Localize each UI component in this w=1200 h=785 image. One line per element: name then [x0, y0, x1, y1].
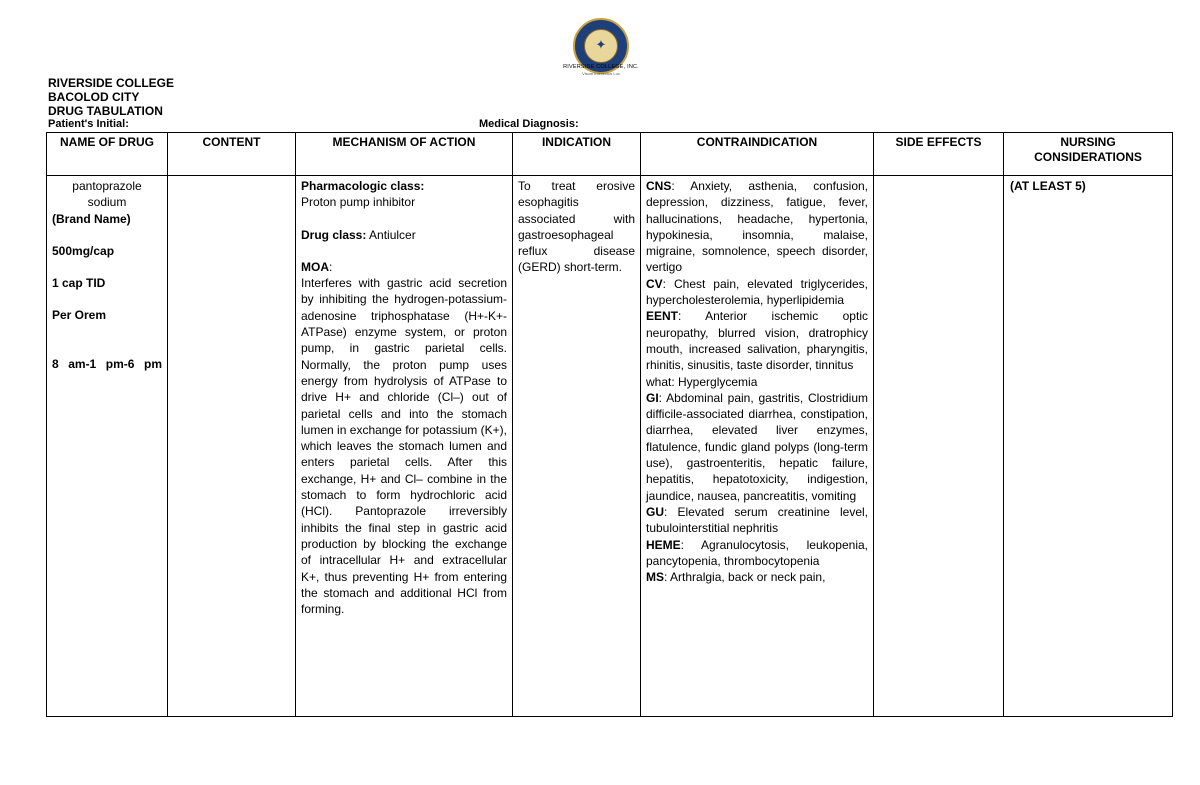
- table-header-row: [47, 133, 1173, 176]
- eent-text: Anterior ischemic optic neuropathy, blurred vision, dratrophicy mouth, increased salivation, pharyngitis, rhinitis, sinusitis, taste disorder, tinnitus: [646, 309, 868, 373]
- header-city: BACOLOD CITY: [48, 90, 140, 104]
- drug-brand-name: (Brand Name): [52, 211, 131, 226]
- heme-text: Agranulocytosis, leukopenia, pancytopenia, thrombocytopenia: [646, 537, 868, 568]
- gi-text: Abdominal pain, gastritis, Clostridium difficile-associated diarrhea, constipation, diarrhea, elevated liver enzymes, flatulence, fundic gland polyps (long-term use), gastroenteritis, hepatic failure, hepatitis, hepatotoxicity, indigestion, jaundice, nausea, pancreatitis, vomiting: [646, 390, 868, 503]
- logo-caption: RIVERSIDE COLLEGE, INC.: [563, 64, 639, 70]
- cns-label: CNS: [646, 179, 672, 193]
- ms-label: MS: [646, 570, 664, 585]
- drug-dose: 500mg/cap: [52, 243, 115, 258]
- col-content: CONTENT: [168, 133, 296, 176]
- document-header: [48, 76, 174, 118]
- medical-diagnosis-label: Medical Diagnosis:: [479, 118, 579, 130]
- drug-schedule: 8 am-1 pm-6 pm: [52, 356, 162, 371]
- moa-label: MOA: [301, 259, 329, 274]
- moa-text: Interferes with gastric acid secretion by inhibiting the hydrogen-potassium-adenosine triphosphatase (H+-K+-ATPase) enzyme system, or proton pump, in gastric parietal cells. Normally, the proton pump uses energy from hydrolysis of ATPase to drive H+ and chloride (Cl–) out of parietal cells and into the stomach lumen in exchange for potassium (K+), which leaves the stomach lumen and enters parietal cells. After this exchange, H+ and Cl– combine in the stomach to form hydrochloric acid (HCl). Pantoprazole irreversibly inhibits the final step in gastric acid production by blocking the exchange of intracellular H+ and extracellular K+, thus preventing H+ from entering the stomach and additional HCl from forming.: [301, 276, 507, 617]
- gi-label: GI: [646, 390, 659, 405]
- pharmacologic-class-value: Proton pump inhibitor: [301, 195, 416, 210]
- drug-generic-name: pantoprazole sodium: [72, 179, 142, 210]
- table-row: [47, 176, 1173, 717]
- pharmacologic-class-label: Pharmacologic class:: [301, 179, 425, 193]
- gu-text: Elevated serum creatinine level, tubulointerstitial nephritis: [646, 504, 868, 536]
- logo-tagline: Visum Intellectus Lux: [582, 71, 620, 76]
- gu-label: GU: [646, 504, 664, 519]
- patient-initial-label: Patient's Initial:: [48, 118, 129, 130]
- logo-emblem-icon: ✦: [595, 38, 607, 53]
- heme-label: HEME: [646, 537, 681, 552]
- drug-class-value: Antiulcer: [369, 227, 416, 242]
- drug-name-cell[interactable]: [47, 176, 168, 717]
- indication-cell[interactable]: To treat erosive esophagitis associated with gastroesophageal reflux disease (GERD) short-term.: [513, 176, 641, 717]
- drug-route: Per Orem: [52, 308, 107, 323]
- nursing-considerations-cell[interactable]: (AT LEAST 5): [1004, 176, 1173, 717]
- cv-label: CV: [646, 276, 663, 291]
- col-contraindication: CONTRAINDICATION: [641, 133, 874, 176]
- cns-text: Anxiety, asthenia, confusion, depression, dizziness, fatigue, fever, hallucinations, headache, hypertonia, hypokinesia, insomnia, malaise, migraine, somnolence, speech disorder, vertigo: [646, 179, 868, 275]
- drug-frequency: 1 cap TID: [52, 276, 106, 291]
- col-mechanism: MECHANISM OF ACTION: [296, 133, 513, 176]
- header-college: RIVERSIDE COLLEGE: [48, 76, 175, 90]
- endo-text: what: Hyperglycemia: [646, 374, 758, 389]
- col-nursing: NURSING CONSIDERATIONS: [1004, 133, 1173, 176]
- contraindication-cell[interactable]: CNS: Anxiety, asthenia, confusion, depression, dizziness, fatigue, fever, hallucinations, headache, hypertonia, hypokinesia, insomnia, malaise, migraine, somnolence, speech disorder, vertigo CV: Chest pain, elevated triglycerides, hypercholesterolemia, hyperlipidemia EENT: Anterior ischemic optic neuropathy, blurred vision, dratrophicy mouth, increased salivation, pharyngitis, rhinitis, sinusitis, taste disorder, tinnitus what: Hyperglycemia GI: Abdominal pain, gastritis, Clostridium difficile-associated diarrhea, constipation, diarrhea, elevated liver enzymes, flatulence, fundic gland polyps (long-term use), gastroenteritis, hepatic failure, hepatitis, hepatotoxicity, indigestion, jaundice, nausea, pancreatitis, vomiting GU: Elevated serum creatinine level, tubulointerstitial nephritis HEME: Agranulocytosis, leukopenia, pancytopenia, thrombocytopenia MS: Arthralgia, back or neck pain,: [641, 176, 874, 717]
- ms-text: Arthralgia, back or neck pain,: [670, 570, 826, 585]
- eent-label: EENT: [646, 309, 679, 324]
- mechanism-cell[interactable]: Pharmacologic class: Proton pump inhibitor Drug class: Antiulcer MOA: Interferes with gastric acid secretion by inhibiting the hydrogen-potassium-adenosine triphosphatase (H+-K+-ATPase) enzyme system, or proton pump, in gastric parietal cells. Normally, the proton pump uses energy from hydrolysis of ATPase to drive H+ and chloride (Cl–) out of parietal cells and into the stomach lumen in exchange for potassium (K+), which leaves the stomach lumen and enters parietal cells. After this exchange, H+ and Cl– combine in the stomach to form hydrochloric acid (HCl). Pantoprazole irreversibly inhibits the final step in gastric acid production by blocking the exchange of intracellular H+ and extracellular K+, thus preventing H+ from entering the stomach and additional HCl from forming.: [296, 176, 513, 717]
- col-indication: INDICATION: [513, 133, 641, 176]
- drug-class-label: Drug class:: [301, 227, 367, 242]
- drug-tabulation-table: [46, 132, 1173, 717]
- content-cell[interactable]: [168, 176, 296, 717]
- col-name-of-drug: NAME OF DRUG: [47, 133, 168, 176]
- header-title: DRUG TABULATION: [48, 104, 163, 118]
- cv-text: Chest pain, elevated triglycerides, hypercholesterolemia, hyperlipidemia: [646, 276, 868, 308]
- col-side-effects: SIDE EFFECTS: [874, 133, 1004, 176]
- logo-seal: [584, 29, 618, 63]
- side-effects-cell[interactable]: [874, 176, 1004, 717]
